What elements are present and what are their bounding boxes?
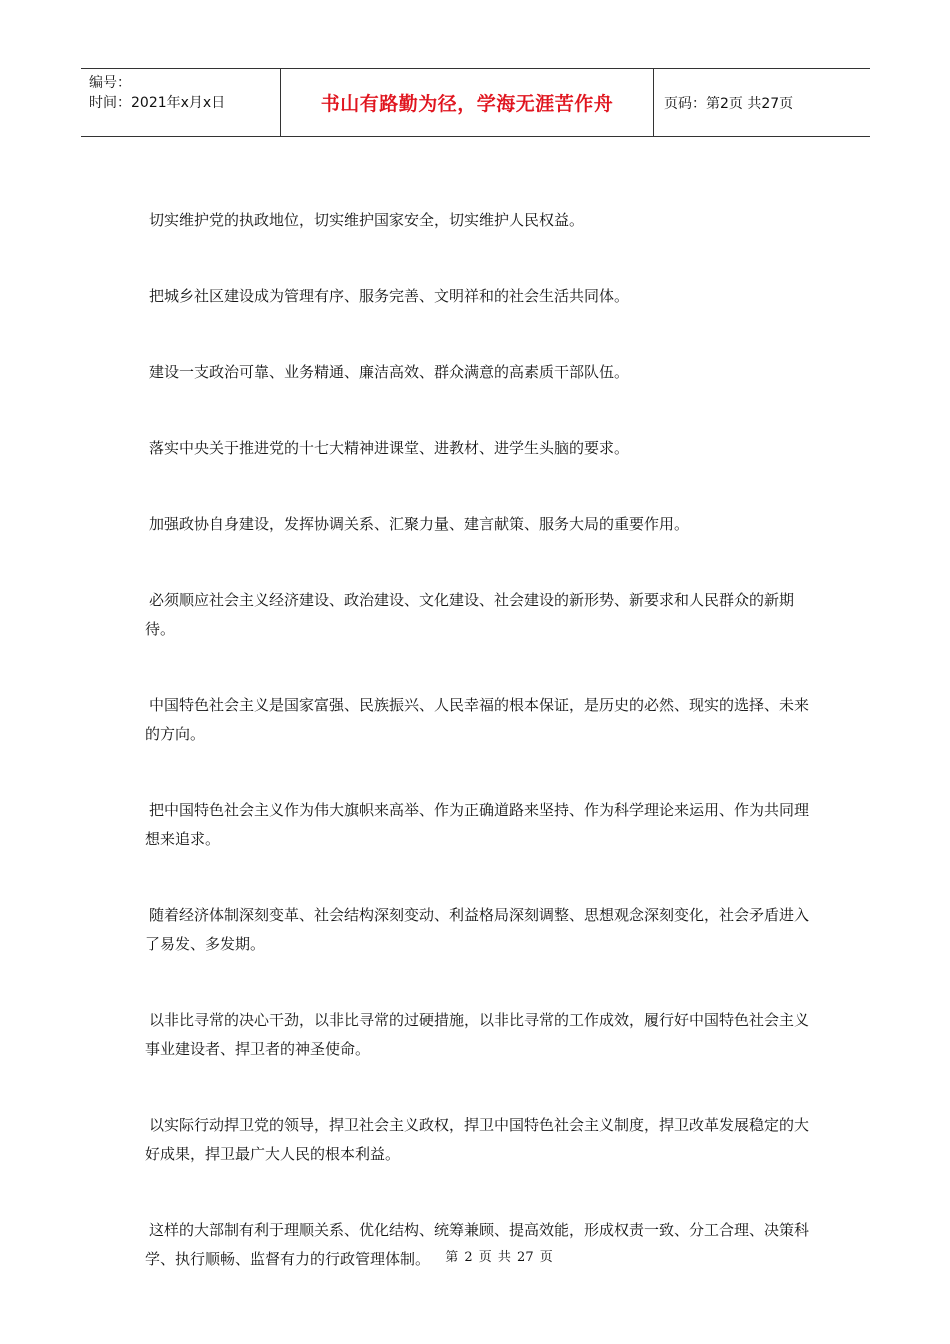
paragraph: 必须顺应社会主义经济建设、政治建设、文化建设、社会建设的新形势、新要求和人民群众的新期待。 xyxy=(145,591,795,638)
paragraph: 把中国特色社会主义作为伟大旗帜来高举、作为正确道路来坚持、作为科学理论来运用、作为共同理想来追求。 xyxy=(145,801,810,848)
paragraph: 加强政协自身建设，发挥协调关系、汇聚力量、建言献策、服务大局的重要作用。 xyxy=(149,515,690,533)
paragraph: 落实中央关于推进党的十七大精神进课堂、进教材、进学生头脑的要求。 xyxy=(149,439,630,457)
header-meta xyxy=(81,69,281,136)
page-footer xyxy=(0,1246,950,1265)
paragraph: 建设一支政治可靠、业务精通、廉洁高效、群众满意的高素质干部队伍。 xyxy=(149,363,630,381)
header-motto-cell xyxy=(281,69,654,136)
number-label: 编号： xyxy=(89,75,131,91)
paragraph: 随着经济体制深刻变革、社会结构深刻变动、利益格局深刻调整、思想观念深刻变化，社会矛盾进入了易发、多发期。 xyxy=(145,906,810,953)
motto-text: 书山有路勤为径，学海无涯苦作舟 xyxy=(320,93,614,115)
page-indicator: 页码：第2页 共27页 xyxy=(664,95,794,112)
paragraph: 这样的大部制有利于理顺关系、优化结构、统筹兼顾、提高效能，形成权责一致、分工合理、决策科学、执行顺畅、监督有力的行政管理体制。 xyxy=(145,1221,810,1268)
document-body xyxy=(145,206,815,1321)
paragraph: 把城乡社区建设成为管理有序、服务完善、文明祥和的社会生活共同体。 xyxy=(149,287,630,305)
page-header xyxy=(81,68,870,137)
paragraph: 切实维护党的执政地位，切实维护国家安全，切实维护人民权益。 xyxy=(149,211,585,229)
paragraph: 以非比寻常的决心干劲，以非比寻常的过硬措施，以非比寻常的工作成效，履行好中国特色社会主义事业建设者、捍卫者的神圣使命。 xyxy=(145,1011,810,1058)
paragraph: 中国特色社会主义是国家富强、民族振兴、人民幸福的根本保证，是历史的必然、现实的选择、未来的方向。 xyxy=(145,696,810,743)
paragraph: 以实际行动捍卫党的领导，捍卫社会主义政权，捍卫中国特色社会主义制度，捍卫改革发展稳定的大好成果，捍卫最广大人民的根本利益。 xyxy=(145,1116,810,1163)
footer-page-number: 第 2 页 共 27 页 xyxy=(445,1250,553,1265)
header-page-cell xyxy=(654,69,870,136)
time-label: 时间：2021年x月x日 xyxy=(89,95,226,111)
